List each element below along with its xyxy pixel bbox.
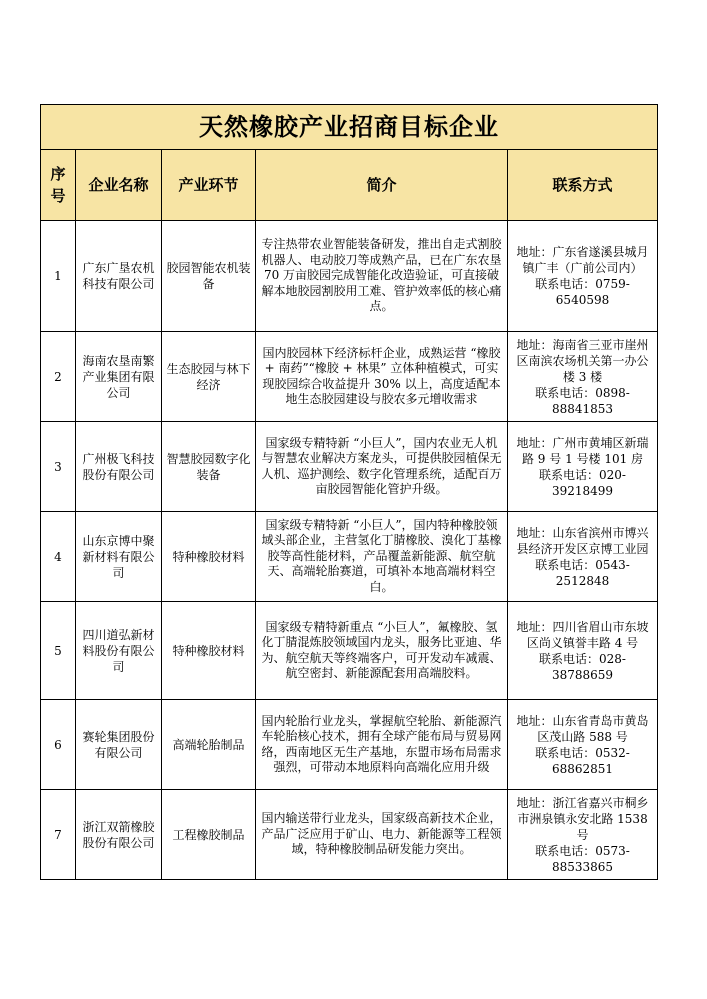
row-contact [508, 221, 658, 332]
row-intro: 国内输送带行业龙头，国家级高新技术企业，产品广泛应用于矿山、电力、新能源等工程领域，特种橡胶制品研发能力突出。 [256, 790, 508, 880]
contact-phone: 联系电话：0898-88841853 [535, 385, 630, 416]
row-segment: 胶园智能农机装备 [162, 221, 256, 332]
row-segment: 特种橡胶材料 [162, 512, 256, 602]
contact-address: 地址：山东省青岛市黄岛区茂山路 588 号 [516, 713, 649, 744]
contact-phone: 联系电话：0759-6540598 [535, 277, 630, 307]
row-company: 海南农垦南繁产业集团有限公司 [76, 332, 162, 422]
table-row [41, 790, 658, 880]
row-contact [508, 790, 658, 880]
row-contact [508, 512, 658, 602]
header-row [41, 150, 658, 221]
table-row [41, 332, 658, 422]
contact-address: 地址：广东省遂溪县城月镇广丰（广前公司内） [516, 245, 649, 275]
row-contact [508, 422, 658, 512]
row-intro: 国内轮胎行业龙头，掌握航空轮胎、新能源汽车轮胎核心技术，拥有全球产能布局与贸易网络，西南地区无生产基地，东盟市场布局需求强烈，可带动本地原料向高端化应用升级 [256, 700, 508, 790]
contact-address: 地址：广州市黄埔区新瑞路 9 号 1 号楼 101 房 [516, 435, 649, 466]
contact-phone: 联系电话：0573-88533865 [535, 843, 630, 874]
row-segment: 工程橡胶制品 [162, 790, 256, 880]
row-contact [508, 332, 658, 422]
row-company: 赛轮集团股份有限公司 [76, 700, 162, 790]
row-intro: 专注热带农业智能装备研发，推出自走式割胶机器人、电动胶刀等成熟产品，已在广东农垦 70 万亩胶园完成智能化改造验证，可直接破解本地胶园割胶用工难、管护效率低的核心痛点。 [256, 221, 508, 332]
header-contact: 联系方式 [508, 150, 658, 221]
enterprise-table [40, 104, 658, 880]
row-company: 广州极飞科技股份有限公司 [76, 422, 162, 512]
contact-address: 地址：山东省滨州市博兴县经济开发区京博工业园 [516, 525, 649, 556]
row-contact [508, 700, 658, 790]
contact-address: 地址：海南省三亚市崖州区南滨农场机关第一办公楼 3 楼 [516, 337, 649, 384]
table-row [41, 422, 658, 512]
contact-phone: 联系电话：0532-68862851 [535, 745, 630, 776]
row-seq: 1 [41, 221, 76, 332]
row-segment: 特种橡胶材料 [162, 602, 256, 700]
contact-address: 地址：浙江省嘉兴市桐乡市洲泉镇永安北路 1538 号 [516, 795, 649, 842]
header-segment: 产业环节 [162, 150, 256, 221]
row-seq: 3 [41, 422, 76, 512]
row-intro: 国内胶园林下经济标杆企业，成熟运营 “橡胶 + 南药”“橡胶 + 林果” 立体种植模式，可实现胶园综合收益提升 30% 以上，高度适配本地生态胶园建设与胶农多元增收需求 [256, 332, 508, 422]
contact-phone: 联系电话：028-38788659 [539, 651, 626, 682]
row-company: 山东京博中聚新材料有限公司 [76, 512, 162, 602]
row-seq: 4 [41, 512, 76, 602]
header-intro: 简介 [256, 150, 508, 221]
row-intro: 国家级专精特新重点 “小巨人”，氟橡胶、氢化丁腈混炼胶领域国内龙头，服务比亚迪、华为、航空航天等终端客户，可开发动车减震、航空密封、新能源配套用高端胶料。 [256, 602, 508, 700]
table-row [41, 512, 658, 602]
row-seq: 6 [41, 700, 76, 790]
header-seq: 序号 [41, 150, 76, 221]
row-segment: 生态胶园与林下经济 [162, 332, 256, 422]
row-seq: 5 [41, 602, 76, 700]
row-seq: 2 [41, 332, 76, 422]
row-company: 广东广垦农机科技有限公司 [76, 221, 162, 332]
row-company: 浙江双箭橡胶股份有限公司 [76, 790, 162, 880]
row-segment: 智慧胶园数字化装备 [162, 422, 256, 512]
table-row [41, 221, 658, 332]
row-company: 四川道弘新材料股份有限公司 [76, 602, 162, 700]
table-row [41, 602, 658, 700]
row-intro: 国家级专精特新 “小巨人”，国内特种橡胶领域头部企业，主营氢化丁腈橡胶、溴化丁基橡胶等高性能材料，产品覆盖新能源、航空航天、高端轮胎赛道，可填补本地高端材料空白。 [256, 512, 508, 602]
table-title: 天然橡胶产业招商目标企业 [41, 105, 658, 150]
row-seq: 7 [41, 790, 76, 880]
title-row [41, 105, 658, 150]
contact-phone: 联系电话：0543-2512848 [535, 557, 630, 588]
row-contact [508, 602, 658, 700]
contact-phone: 联系电话：020-39218499 [539, 467, 626, 498]
table-row [41, 700, 658, 790]
row-segment: 高端轮胎制品 [162, 700, 256, 790]
header-company: 企业名称 [76, 150, 162, 221]
contact-address: 地址：四川省眉山市东坡区尚义镇誉丰路 4 号 [516, 619, 649, 650]
row-intro: 国家级专精特新 “小巨人”，国内农业无人机与智慧农业解决方案龙头，可提供胶园植保无人机、巡护测绘、数字化管理系统，适配百万亩胶园智能化管护升级。 [256, 422, 508, 512]
